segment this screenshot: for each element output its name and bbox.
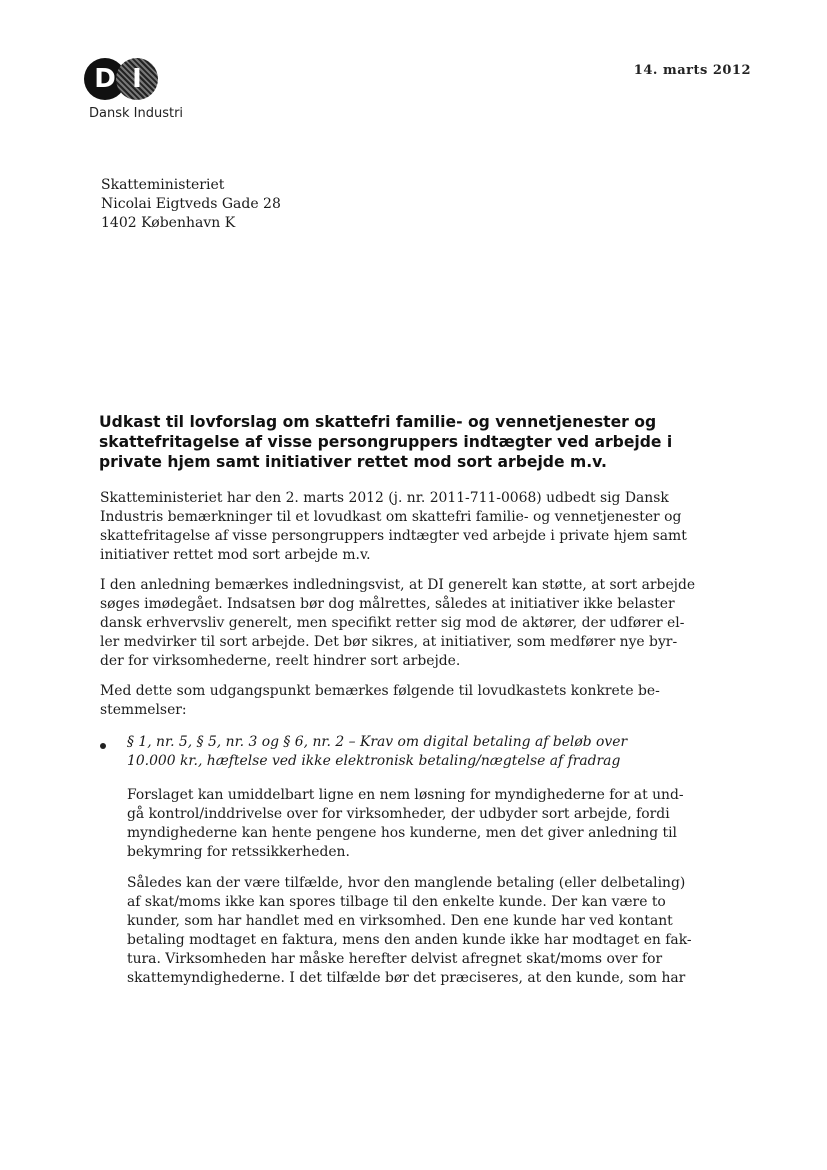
text-line: søges imødegået. Indsatsen bør dog målrettes, således at initiativer ikke belaster [100, 596, 675, 612]
recipient-address [101, 176, 281, 233]
text-line: kunder, som har handlet med en virksomhed. Den ene kunde har ved kontant [127, 913, 673, 929]
title-line: skattefritagelse af visse persongruppers indtægter ved arbejde i [99, 433, 673, 451]
text-line: bekymring for retssikkerheden. [127, 844, 350, 860]
text-line: Industris bemærkninger til et lovudkast om skattefri familie- og vennetjenester og [100, 509, 682, 525]
text-line: der for virksomhederne, reelt hindrer sort arbejde. [100, 653, 461, 669]
address-line: Skatteministeriet [101, 177, 225, 193]
paragraph-proposal [127, 786, 684, 862]
text-line: Således kan der være tilfælde, hvor den manglende betaling (eller delbetaling) [127, 875, 686, 891]
letter-date: 14. marts 2012 [633, 63, 751, 78]
text-line: § 1, nr. 5, § 5, nr. 3 og § 6, nr. 2 – Krav om digital betaling af beløb over [127, 734, 628, 750]
bullet-heading [127, 733, 627, 771]
text-line: skattefritagelse af visse persongruppers indtægter ved arbejde i private hjem samt [100, 528, 687, 544]
logo-letter-d: D [84, 58, 126, 100]
text-line: initiativer rettet mod sort arbejde m.v. [100, 547, 371, 563]
text-line: 10.000 kr., hæftelse ved ikke elektronisk betaling/nægtelse af fradrag [127, 753, 621, 769]
text-line: stemmelser: [100, 702, 187, 718]
text-line: Med dette som udgangspunkt bemærkes følgende til lovudkastets konkrete be- [100, 683, 660, 699]
title-line: Udkast til lovforslag om skattefri familie- og vennetjenester og [99, 413, 657, 431]
text-line: skattemyndighederne. I det tilfælde bør det præciseres, at den kunde, som har [127, 970, 686, 986]
text-line: tura. Virksomheden har måske herefter delvist afregnet skat/moms over for [127, 951, 663, 967]
text-line: Skatteministeriet har den 2. marts 2012 (j. nr. 2011-711-0068) udbedt sig Dansk [100, 490, 669, 506]
logo-letter-i: I [116, 58, 158, 100]
paragraph-lead-in [100, 682, 660, 720]
address-line: Nicolai Eigtveds Gade 28 [101, 196, 281, 212]
address-line: 1402 København K [101, 215, 236, 231]
organization-name: Dansk Industri [89, 106, 184, 121]
text-line: betaling modtaget en faktura, mens den anden kunde ikke har modtaget en fak- [127, 932, 692, 948]
text-line: Forslaget kan umiddelbart ligne en nem løsning for myndighederne for at und- [127, 787, 684, 803]
text-line: myndighederne kan hente pengene hos kunderne, men det giver anledning til [127, 825, 677, 841]
paragraph-intro [100, 489, 687, 565]
di-logo [84, 58, 164, 102]
paragraph-example [127, 874, 692, 988]
text-line: dansk erhvervsliv generelt, men specifikt retter sig mod de aktører, der udfører el- [100, 615, 685, 631]
title-line: private hjem samt initiativer rettet mod sort arbejde m.v. [99, 453, 607, 471]
letter-title [99, 412, 679, 472]
text-line: af skat/moms ikke kan spores tilbage til den enkelte kunde. Der kan være to [127, 894, 666, 910]
bullet-icon [100, 743, 106, 749]
text-line: ler medvirker til sort arbejde. Det bør sikres, at initiativer, som medfører nye byr- [100, 634, 678, 650]
paragraph-position [100, 576, 695, 671]
text-line: I den anledning bemærkes indledningsvist, at DI generelt kan støtte, at sort arbejde [100, 577, 696, 593]
text-line: gå kontrol/inddrivelse over for virksomheder, der udbyder sort arbejde, fordi [127, 806, 670, 822]
